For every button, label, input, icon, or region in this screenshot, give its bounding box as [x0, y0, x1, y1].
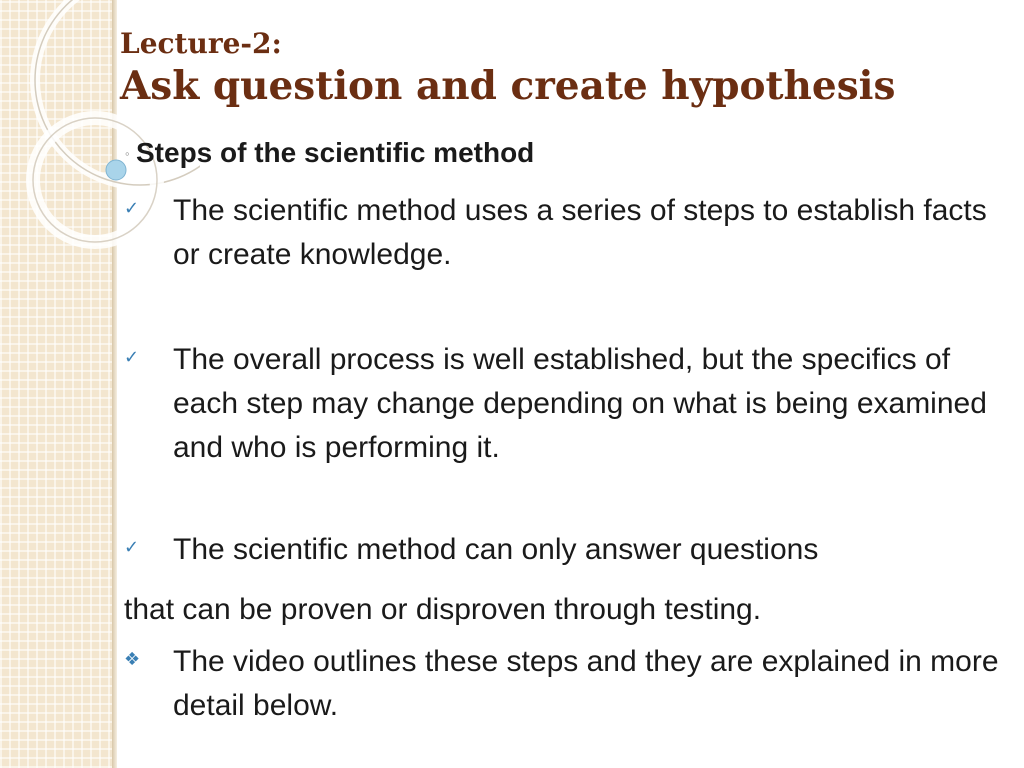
bullet-point-2: The overall process is well established, but the specifics of each step may change depending on what is being examined and who is performing it. [173, 343, 987, 464]
bullet-point-3-continuation: that can be proven or disproven through testing. [124, 593, 762, 626]
slide-title: Ask question and create hypothesis [120, 63, 896, 109]
bullet-point-1: The scientific method uses a series of steps to establish facts or create knowledge. [173, 194, 987, 271]
bullet-point-4: The video outlines these steps and they are explained in more detail below. [173, 645, 999, 722]
lecture-label: Lecture-2: [120, 27, 282, 60]
check-bullet-icon: ✓ [124, 347, 140, 367]
check-bullet-icon: ✓ [124, 198, 140, 218]
subheading-bullet-icon: ◦ [125, 146, 130, 161]
bullet-point-3: The scientific method can only answer questions [173, 533, 819, 566]
subheading: Steps of the scientific method [136, 137, 535, 168]
title-block [120, 26, 895, 110]
check-bullet-icon: ✓ [124, 537, 140, 557]
diamond-bullet-icon: ❖ [124, 649, 141, 669]
